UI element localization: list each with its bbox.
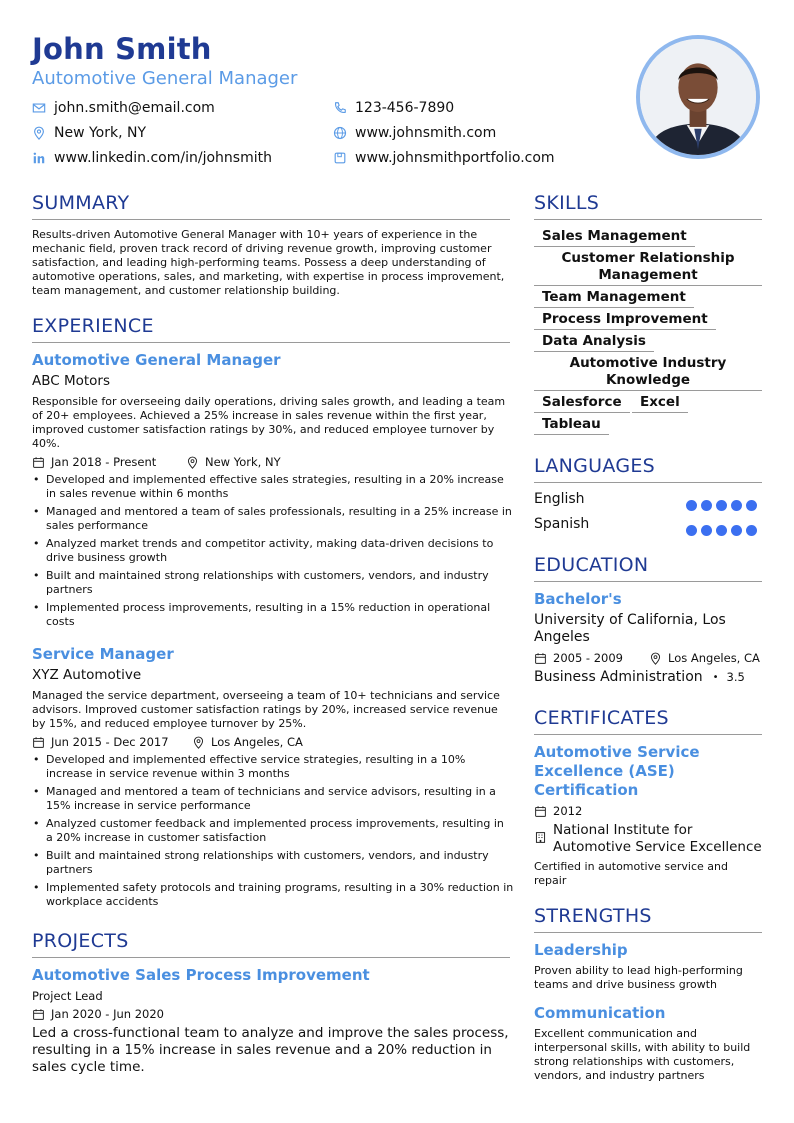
proficiency-dot: [686, 500, 697, 511]
summary-heading: SUMMARY: [32, 192, 130, 214]
list-item: • Managed and mentored a team of technicians and service advisors, resulting in a 15% increase in service performance: [32, 785, 514, 813]
list-item: • Managed and mentored a team of sales professionals, resulting in a 25% increase in sales performance: [32, 505, 514, 533]
job-bullets: [32, 753, 514, 913]
job-title: Service Manager: [32, 645, 174, 663]
education-location-text: Los Angeles, CA: [668, 651, 760, 665]
list-item: • Analyzed market trends and competitor activity, making data-driven decisions to drive business growth: [32, 537, 514, 565]
location-pin-icon: [649, 652, 662, 665]
job-bullets: [32, 473, 514, 633]
language-level: [682, 496, 757, 515]
experience-divider: [32, 342, 510, 343]
education-location: [649, 651, 760, 665]
projects-heading: PROJECTS: [32, 930, 129, 952]
job-company: XYZ Automotive: [32, 667, 142, 683]
certificate-issuer: [534, 822, 766, 856]
list-item: • Built and maintained strong relationships with customers, vendors, and industry partners: [32, 569, 514, 597]
job-company: ABC Motors: [32, 373, 111, 389]
certificate-title: Automotive Service Excellence (ASE) Certification: [534, 743, 700, 799]
strength-title: Communication: [534, 1004, 666, 1022]
skill-tag: Process Improvement: [534, 311, 716, 330]
location-pin-icon: [32, 126, 46, 140]
education-school: University of California, Los Angeles: [534, 612, 726, 645]
languages-heading: LANGUAGES: [534, 455, 656, 477]
projects-divider: [32, 957, 510, 958]
list-item: • Analyzed customer feedback and implemented process improvements, resulting in a 20% increase in customer satisfaction: [32, 817, 514, 845]
website-text: www.johnsmith.com: [355, 125, 497, 141]
list-item: • Implemented process improvements, resulting in a 15% reduction in operational costs: [32, 601, 514, 629]
education-field-text: Business Administration: [534, 669, 703, 685]
strength-description: Excellent communication and interpersonal skills, with ability to build strong relationships with customers, vendors, and industry partners: [534, 1027, 751, 1082]
contact-phone[interactable]: [333, 100, 454, 116]
candidate-title: Automotive General Manager: [32, 68, 298, 89]
language-level: [682, 521, 757, 540]
location-text: New York, NY: [54, 125, 147, 141]
experience-heading: EXPERIENCE: [32, 315, 154, 337]
skills-divider: [534, 219, 762, 220]
separator-dot: •: [712, 671, 719, 683]
strength-title: Leadership: [534, 941, 628, 959]
skill-tag: Excel: [632, 394, 688, 413]
phone-icon: [333, 101, 347, 115]
education-degree: Bachelor's: [534, 590, 622, 608]
list-item: • Developed and implemented effective sales strategies, resulting in a 20% increase in sales revenue within 6 months: [32, 473, 514, 501]
phone-text: 123-456-7890: [355, 100, 455, 116]
job-dates-text: Jan 2018 - Present: [51, 455, 157, 469]
job-location-text: Los Angeles, CA: [211, 735, 303, 749]
proficiency-dot: [716, 500, 727, 511]
proficiency-dot: [686, 525, 697, 536]
contact-linkedin[interactable]: [32, 150, 272, 166]
education-dates: [534, 651, 623, 665]
list-item: • Implemented safety protocols and training programs, resulting in a 30% reduction in workplace accidents: [32, 881, 514, 909]
project-dates-text: Jan 2020 - Jun 2020: [51, 1007, 165, 1021]
job-location: [186, 455, 281, 469]
skill-tag: Automotive Industry Knowledge: [534, 355, 762, 391]
education-dates-text: 2005 - 2009: [553, 651, 623, 665]
job-location: [192, 735, 303, 749]
location-pin-icon: [186, 456, 199, 469]
proficiency-dot: [731, 500, 742, 511]
project-title: Automotive Sales Process Improvement: [32, 966, 370, 984]
skills-heading: SKILLS: [534, 192, 600, 214]
certificates-heading: CERTIFICATES: [534, 707, 669, 729]
skill-tag: Salesforce: [534, 394, 630, 413]
institution-icon: [534, 831, 547, 844]
certificate-year-text: 2012: [553, 804, 583, 818]
job-location-text: New York, NY: [205, 455, 281, 469]
calendar-icon: [534, 652, 547, 665]
contact-email[interactable]: [32, 100, 215, 116]
job-title: Automotive General Manager: [32, 351, 281, 369]
portfolio-icon: [333, 151, 347, 165]
certificate-year: [534, 804, 582, 818]
list-item: • Built and maintained strong relationships with customers, vendors, and industry partners: [32, 849, 514, 877]
proficiency-dot: [731, 525, 742, 536]
proficiency-dot: [716, 525, 727, 536]
proficiency-dot: [701, 525, 712, 536]
linkedin-icon: [32, 151, 46, 165]
job-dates: [32, 735, 169, 749]
linkedin-text: www.linkedin.com/in/johnsmith: [54, 150, 272, 166]
strength-description: Proven ability to lead high-performing teams and drive business growth: [534, 964, 743, 991]
language-name: Spanish: [534, 516, 590, 532]
location-pin-icon: [192, 736, 205, 749]
education-divider: [534, 581, 762, 582]
candidate-name: John Smith: [32, 32, 212, 66]
proficiency-dot: [701, 500, 712, 511]
list-item: • Developed and implemented effective service strategies, resulting in a 10% increase in service revenue within 3 months: [32, 753, 514, 781]
profile-photo-image: [640, 39, 756, 155]
job-description: Managed the service department, overseeing a team of 10+ technicians and service advisors. Improved customer satisfaction ratings by 20%, increased service revenue by 15%, and reduced employee turnover by 25%.: [32, 689, 500, 730]
skill-tag: Tableau: [534, 416, 609, 435]
skill-tag: Customer Relationship Management: [534, 250, 762, 286]
project-dates: [32, 1007, 164, 1021]
globe-icon: [333, 126, 347, 140]
proficiency-dot: [746, 500, 757, 511]
contact-website[interactable]: [333, 125, 496, 141]
job-dates: [32, 455, 156, 469]
project-description: Led a cross-functional team to analyze and improve the sales process, resulting in a 15% increase in sales revenue and a 20% reduction in sales cycle time.: [32, 1025, 509, 1075]
calendar-icon: [32, 1008, 45, 1021]
education-field: [534, 669, 745, 685]
proficiency-dot: [746, 525, 757, 536]
strengths-heading: STRENGTHS: [534, 905, 652, 927]
skill-tag: Team Management: [534, 289, 694, 308]
calendar-icon: [32, 736, 45, 749]
calendar-icon: [534, 805, 547, 818]
certificate-issuer-text: National Institute for Automotive Service Excellence: [553, 822, 762, 855]
skill-tag: Data Analysis: [534, 333, 654, 352]
language-name: English: [534, 491, 585, 507]
summary-text: Results-driven Automotive General Manager with 10+ years of experience in the mechanic field, proven track record of driving revenue growth, improving customer satisfaction, and leading high-performing teams. Possess a deep understanding of automotive operations, sales, and marketing, with expertise in process improvement, team management, and customer relationship building.: [32, 228, 505, 297]
email-icon: [32, 101, 46, 115]
education-gpa: 3.5: [726, 670, 745, 684]
job-description: Responsible for overseeing daily operations, driving sales growth, and leading a team of 20+ employees. Achieved a 25% increase in sales revenue within the first year, improved customer satisfaction ratings by 30%, and reduced employee turnover by 40%.: [32, 395, 506, 450]
email-text: john.smith@email.com: [54, 100, 215, 116]
education-heading: EDUCATION: [534, 554, 649, 576]
certificate-description: Certified in automotive service and repair: [534, 860, 728, 887]
profile-photo: [636, 35, 760, 159]
contact-portfolio[interactable]: [333, 150, 555, 166]
languages-divider: [534, 482, 762, 483]
project-role: Project Lead: [32, 989, 103, 1003]
calendar-icon: [32, 456, 45, 469]
job-dates-text: Jun 2015 - Dec 2017: [51, 735, 169, 749]
contact-location: [32, 125, 146, 141]
portfolio-text: www.johnsmithportfolio.com: [355, 150, 555, 166]
strengths-divider: [534, 932, 762, 933]
certificates-divider: [534, 734, 762, 735]
skill-tag: Sales Management: [534, 228, 695, 247]
summary-divider: [32, 219, 510, 220]
